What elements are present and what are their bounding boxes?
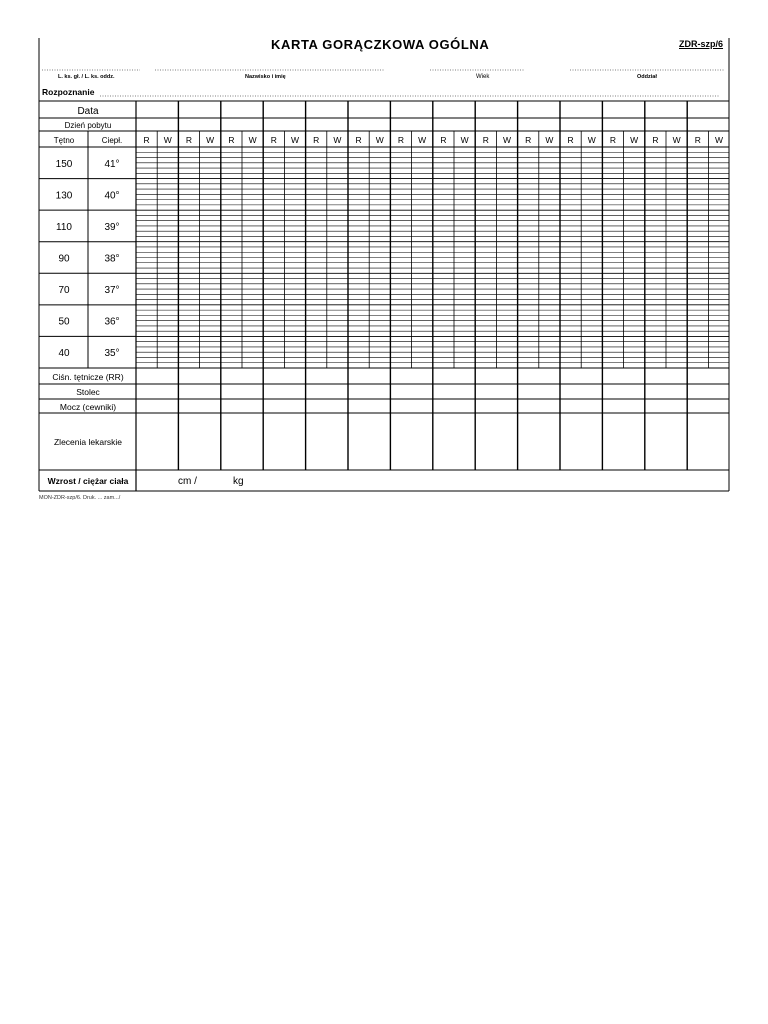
kg-unit-label: kg: [233, 476, 244, 487]
morning-label: R: [482, 135, 489, 145]
pulse-scale-label: 110: [56, 221, 72, 233]
print-footer: MON-ZDR-szp/6. Druk. ... zam.../: [39, 495, 121, 501]
temp-scale-label: 39°: [104, 221, 120, 233]
temp-scale-label: 36°: [104, 316, 120, 328]
morning-label: R: [313, 135, 320, 145]
form-title: KARTA GORĄCZKOWA OGÓLNA: [271, 37, 490, 52]
ward-field-label: Oddział: [637, 74, 657, 80]
morning-label: R: [440, 135, 447, 145]
data-row-label: Data: [77, 106, 99, 117]
morning-label: R: [567, 135, 574, 145]
morning-label: R: [397, 135, 405, 145]
evening-label: W: [587, 135, 596, 145]
temp-scale-label: 37°: [104, 285, 120, 297]
pulse-scale-label: 130: [55, 190, 73, 202]
evening-label: W: [672, 135, 681, 145]
pulse-scale-label: 70: [58, 285, 70, 297]
evening-label: W: [630, 135, 639, 145]
urine-row-label: Mocz (cewniki): [59, 402, 117, 412]
form-code: ZDR-szp/6: [679, 39, 724, 49]
morning-label: R: [694, 135, 701, 145]
evening-label: W: [418, 135, 427, 145]
temp-scale-label: 38°: [104, 253, 120, 265]
morning-label: R: [355, 135, 362, 145]
evening-label: W: [375, 135, 384, 145]
orders-row-label: Zlecenia lekarskie: [53, 437, 123, 447]
evening-label: W: [714, 135, 724, 145]
morning-label: R: [228, 135, 235, 145]
evening-label: W: [460, 135, 469, 145]
morning-label: R: [609, 135, 617, 145]
evening-label: W: [248, 135, 257, 145]
morning-label: R: [270, 135, 277, 145]
temp-scale-label: 35°: [104, 348, 120, 360]
evening-label: W: [290, 135, 300, 145]
evening-label: W: [545, 135, 554, 145]
pulse-scale-label: 50: [58, 316, 70, 328]
morning-label: R: [525, 135, 532, 145]
morning-label: R: [143, 135, 150, 145]
temp-header: Ciepł.: [101, 136, 123, 145]
evening-label: W: [333, 135, 342, 145]
ks-field-label: L. ks. gł. / L. ks. oddz.: [58, 74, 115, 80]
diagnosis-label: Rozpoznanie: [42, 87, 95, 97]
age-field-label: Wiek: [476, 74, 490, 80]
name-field-label: Nazwisko i imię: [245, 74, 286, 80]
temp-scale-label: 40°: [104, 190, 120, 202]
morning-label: R: [652, 135, 659, 145]
pulse-scale-label: 90: [58, 253, 70, 265]
evening-label: W: [502, 135, 512, 145]
pulse-header: Tętno: [53, 136, 75, 145]
pulse-scale-label: 150: [55, 158, 73, 170]
bp-row-label: Ciśn. tętnicze (RR): [52, 372, 124, 382]
evening-label: W: [206, 135, 215, 145]
pulse-scale-label: 40: [58, 348, 70, 360]
morning-label: R: [185, 135, 193, 145]
temp-scale-label: 41°: [104, 158, 120, 170]
height-weight-row-label: Wzrost / ciężar ciała: [47, 476, 129, 486]
day-row-label: Dzień pobytu: [64, 121, 112, 130]
evening-label: W: [163, 135, 172, 145]
cm-unit-label: cm /: [178, 476, 197, 487]
stool-row-label: Stolec: [76, 387, 100, 397]
